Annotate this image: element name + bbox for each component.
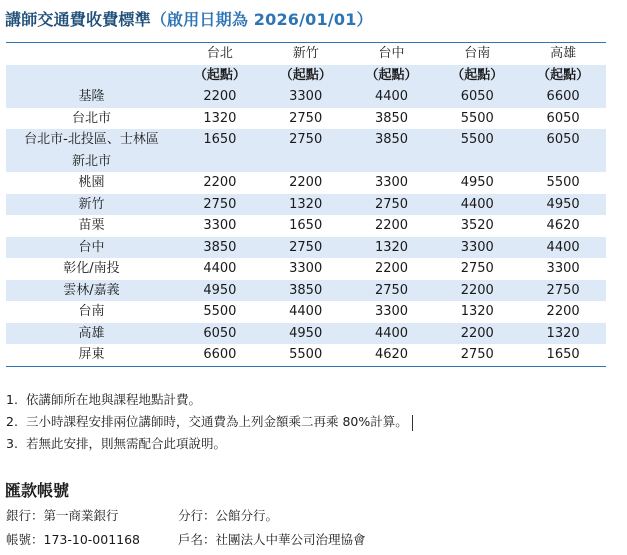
bank-row — [6, 506, 279, 524]
fee-cell: 2750 — [289, 110, 323, 126]
row-area-cell: 彰化/南投 — [63, 261, 120, 276]
fee-cell: 6050 — [520, 129, 606, 172]
fee-cell: 2750 — [460, 261, 494, 276]
note-number: 2. — [6, 414, 18, 429]
account-number: 帳號：173-10-001168 — [6, 532, 141, 547]
table-row — [6, 172, 606, 194]
account-holder: 戶名：社團法人中華公司治理協會 — [178, 532, 366, 547]
note-text: 若無此安排，則無需配合此項說明。 — [26, 436, 227, 451]
fee-cell: 1650 — [520, 344, 606, 366]
table-header-row — [6, 43, 606, 65]
column-subheader: （起點） — [434, 65, 520, 87]
account-row — [6, 530, 366, 548]
fee-cell: 1320 — [263, 194, 349, 216]
fee-cell: 1320 — [460, 304, 494, 319]
fee-cell: 3850 — [349, 129, 435, 172]
fee-cell: 6050 — [546, 110, 580, 126]
fee-cell: 4620 — [349, 344, 435, 366]
fee-cell: 2750 — [520, 280, 606, 302]
fee-cell: 3300 — [434, 237, 520, 259]
fee-cell: 3520 — [460, 218, 494, 233]
table-subheader-row — [6, 65, 606, 87]
fee-cell: 6600 — [520, 86, 606, 108]
note-item — [6, 411, 413, 433]
note-item — [6, 433, 413, 455]
column-header: 高雄 — [520, 43, 606, 65]
row-area-cell: 基隆 — [6, 86, 177, 108]
column-header: 台中 — [349, 43, 435, 65]
table-row — [6, 301, 606, 323]
row-area-cell: 新竹 — [6, 194, 177, 216]
fee-cell: 3850 — [374, 110, 409, 126]
fee-cell: 4400 — [434, 194, 520, 216]
fee-cell: 3300 — [374, 175, 409, 190]
row-area-cell: 屏東 — [6, 344, 177, 366]
row-area-cell: 苗栗 — [78, 218, 105, 233]
note-item — [6, 389, 413, 411]
row-area-cell: 台中 — [6, 237, 177, 259]
fee-cell: 4400 — [520, 237, 606, 259]
note-number: 1. — [6, 392, 18, 407]
row-area-cell: 台南 — [78, 304, 105, 319]
fee-cell: 3300 — [374, 304, 409, 319]
column-subheader: （起點） — [349, 65, 435, 87]
fee-cell: 4400 — [203, 261, 237, 276]
fee-cell: 6050 — [434, 86, 520, 108]
row-area-cell — [6, 129, 177, 172]
column-subheader: （起點） — [520, 65, 606, 87]
table-row — [6, 258, 606, 280]
table-row — [6, 108, 606, 130]
fee-cell: 5500 — [203, 304, 237, 319]
note-text: 依講師所在地與課程地點計費。 — [26, 392, 202, 407]
table-row — [6, 215, 606, 237]
column-subheader: （起點） — [177, 65, 263, 87]
fee-cell: 4400 — [349, 323, 435, 345]
table-row — [6, 129, 606, 172]
fee-cell: 4950 — [177, 280, 263, 302]
fee-cell: 5500 — [434, 129, 520, 172]
page-title — [5, 7, 373, 30]
fee-cell: 3850 — [263, 280, 349, 302]
fee-cell: 2750 — [434, 344, 520, 366]
fee-cell: 2750 — [263, 237, 349, 259]
fee-cell: 3300 — [263, 86, 349, 108]
table-row — [6, 280, 606, 302]
fee-cell: 3300 — [203, 218, 237, 233]
fee-cell: 2750 — [349, 280, 435, 302]
row-area-label: 台北市-北投區、士林區 — [24, 132, 159, 147]
fee-cell: 5500 — [460, 110, 494, 126]
fee-cell: 2200 — [374, 218, 409, 233]
note-number: 3. — [6, 436, 18, 451]
account-heading: 匯款帳號 — [5, 481, 70, 500]
row-area-cell: 台北市 — [71, 110, 111, 126]
fee-cell: 2200 — [289, 175, 323, 190]
column-subheader: （起點） — [263, 65, 349, 87]
branch-name: 分行：公館分行。 — [178, 508, 279, 523]
table-row — [6, 86, 606, 108]
title-main: 講師交通費收費標準 — [5, 10, 151, 29]
fee-cell: 2750 — [263, 129, 349, 172]
text-cursor — [412, 415, 413, 431]
column-header: 台南 — [434, 43, 520, 65]
fee-cell: 5500 — [546, 175, 580, 190]
fee-cell: 4950 — [460, 175, 494, 190]
fee-cell: 2200 — [546, 304, 580, 319]
note-text: 三小時課程安排兩位講師時，交通費為上列金額乘二再乘 80%計算。 — [26, 414, 408, 429]
fee-cell: 2200 — [434, 280, 520, 302]
title-effective-date: （啟用日期為 2026/01/01） — [150, 10, 373, 29]
notes-list — [6, 389, 413, 455]
fee-cell: 1650 — [289, 218, 323, 233]
bank-name: 銀行：第一商業銀行 — [6, 508, 119, 523]
fee-cell: 3850 — [177, 237, 263, 259]
fee-cell: 1320 — [349, 237, 435, 259]
row-area-cell: 桃園 — [78, 175, 105, 190]
corner-cell — [6, 65, 177, 87]
fee-cell: 5500 — [263, 344, 349, 366]
fee-cell: 6600 — [177, 344, 263, 366]
fee-cell: 2200 — [203, 175, 237, 190]
table-row — [6, 237, 606, 259]
row-area-cell: 高雄 — [6, 323, 177, 345]
fee-cell: 1320 — [520, 323, 606, 345]
fee-cell: 4400 — [349, 86, 435, 108]
fee-cell: 4400 — [289, 304, 323, 319]
row-area-cell: 雲林/嘉義 — [6, 280, 177, 302]
fee-cell: 2750 — [177, 194, 263, 216]
fee-cell: 1650 — [177, 129, 263, 172]
table-row — [6, 344, 606, 366]
row-area-label-2: 新北市 — [71, 153, 111, 169]
column-header: 新竹 — [263, 43, 349, 65]
corner-cell — [6, 43, 177, 65]
fee-table — [6, 42, 606, 367]
fee-cell: 4950 — [263, 323, 349, 345]
fee-cell: 4620 — [546, 218, 580, 233]
table-row — [6, 323, 606, 345]
fee-cell: 4950 — [520, 194, 606, 216]
fee-cell: 3300 — [546, 261, 580, 276]
fee-cell: 6050 — [177, 323, 263, 345]
fee-cell: 2200 — [177, 86, 263, 108]
fee-cell: 1320 — [203, 110, 237, 126]
fee-cell: 2200 — [374, 261, 409, 276]
fee-cell: 2200 — [434, 323, 520, 345]
table-row — [6, 194, 606, 216]
column-header: 台北 — [177, 43, 263, 65]
fee-cell: 3300 — [289, 261, 323, 276]
fee-cell: 2750 — [349, 194, 435, 216]
